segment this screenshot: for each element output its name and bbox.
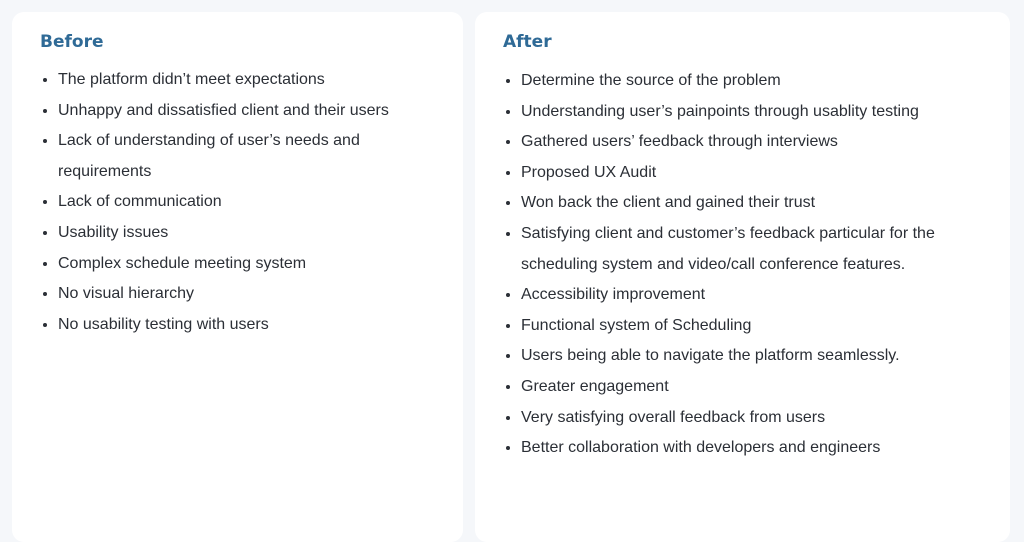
list-item: Better collaboration with developers and engineers: [503, 433, 984, 464]
list-item: Functional system of Scheduling: [503, 311, 984, 342]
before-list: [40, 65, 437, 340]
list-item: Users being able to navigate the platform seamlessly.: [503, 341, 984, 372]
before-title: Before: [40, 32, 104, 52]
after-list: [503, 66, 984, 464]
list-item: Unhappy and dissatisfied client and their users: [40, 96, 437, 127]
list-item: Proposed UX Audit: [503, 158, 984, 189]
list-item: Very satisfying overall feedback from users: [503, 403, 984, 434]
list-item: Accessibility improvement: [503, 280, 984, 311]
list-item: Lack of communication: [40, 187, 437, 218]
list-item: Satisfying client and customer’s feedback particular for the scheduling system and video/call conference features.: [503, 219, 984, 280]
list-item: Greater engagement: [503, 372, 984, 403]
list-item: Gathered users’ feedback through interviews: [503, 127, 984, 158]
list-item: Lack of understanding of user’s needs and requirements: [40, 126, 437, 187]
list-item: No visual hierarchy: [40, 279, 437, 310]
list-item: No usability testing with users: [40, 310, 437, 341]
list-item: Understanding user’s painpoints through usablity testing: [503, 97, 984, 128]
list-item: The platform didn’t meet expectations: [40, 65, 437, 96]
after-card: [475, 12, 1010, 542]
list-item: Usability issues: [40, 218, 437, 249]
after-title: After: [503, 32, 552, 52]
list-item: Complex schedule meeting system: [40, 249, 437, 280]
before-card: [12, 12, 463, 542]
list-item: Won back the client and gained their trust: [503, 188, 984, 219]
list-item: Determine the source of the problem: [503, 66, 984, 97]
